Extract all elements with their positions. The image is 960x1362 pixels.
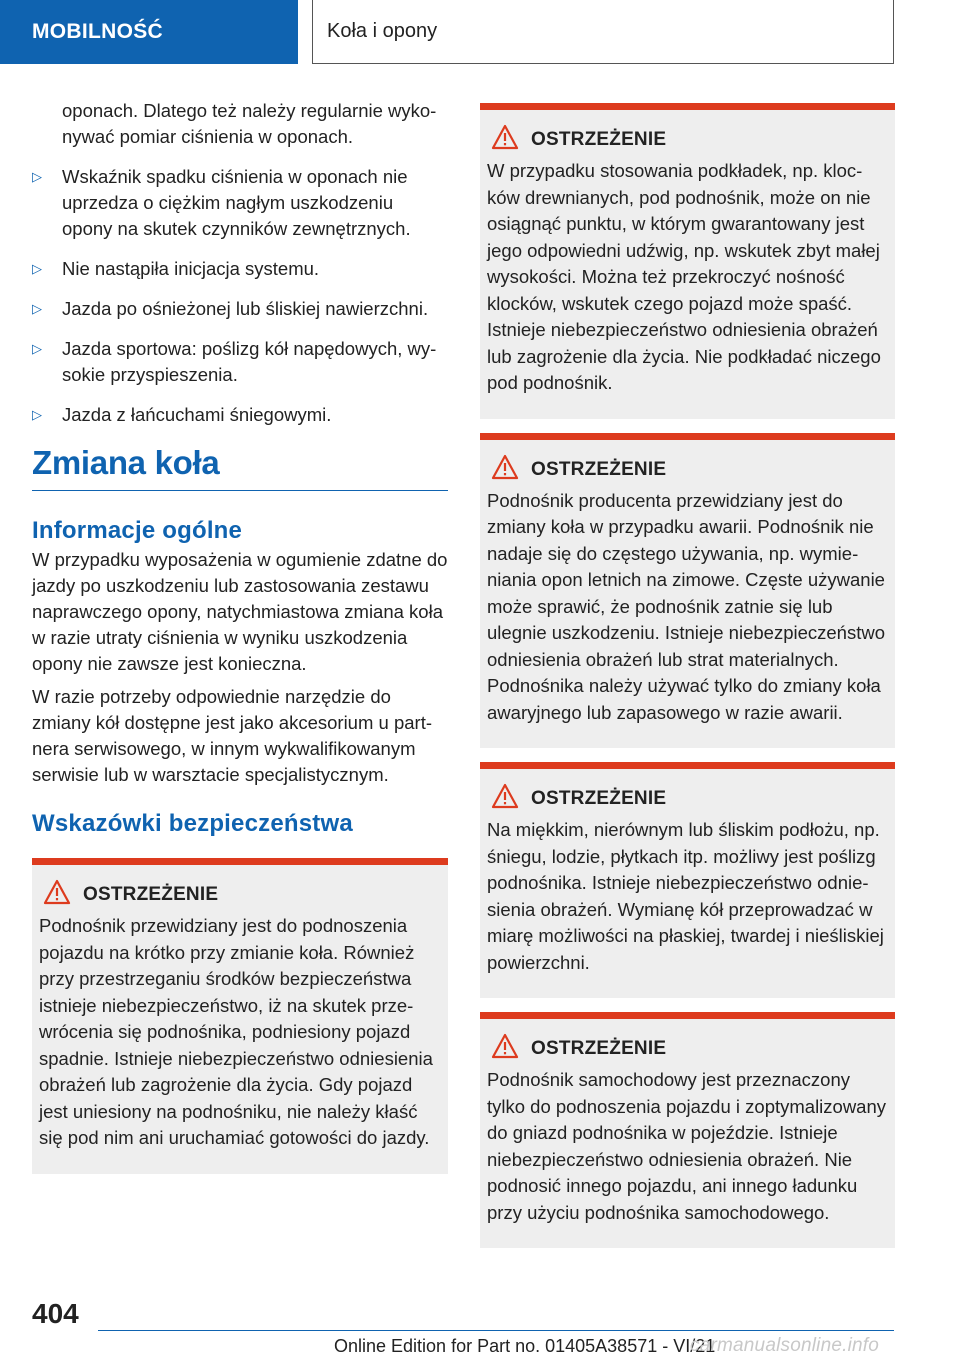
general-paragraph-1: W przypadku wyposażenia w ogumienie zdatne do jazdy po uszkodzeniu lub zastosowania zestawu naprawczego opony, natychmiastowa zmiana koła w razie utraty ciśnienia w wyniku uszkodzenia opony nie zawsze jest konieczna. — [32, 549, 448, 674]
bullet-triangle-icon: ▷ — [32, 341, 42, 356]
right-column — [480, 103, 895, 1248]
list-item-text: Jazda sportowa: poślizg kół napędowych, wysokie przyspieszenia. — [62, 338, 437, 385]
left-column — [32, 98, 448, 1174]
list-item — [32, 336, 448, 388]
general-paragraph-2: W razie potrzeby odpowiednie narzędzie do zmiany kół dostępne jest jako akcesorium u partnera serwisowego, w innym wykwalifikowanym serwisie lub w warsztacie specjalistycznym. — [32, 686, 433, 785]
warning-text: Podnośnik producenta przewidziany jest do zmiany koła w przypadku awarii. Podnośnik nie nadaje się do częstego używania, np. wymieniania opon letnich na zimowe. Częste używanie może sprawić, że podnośnik zatnie się lub ulegnie uszkodzeniu. Istnieje niebezpieczeństwo odniesienia obrażeń lub strat materialnych. Podnośnika należy używać tylko do zmiany koła awaryjnego lub zapasowego w razie awarii. — [487, 489, 886, 723]
list-item — [32, 256, 448, 282]
header-chapter-box — [312, 0, 894, 64]
list-item-text: Jazda z łańcuchami śniegowymi. — [62, 404, 332, 425]
warning-text: W przypadku stosowania podkładek, np. klocków drewnianych, pod podnośnik, może on nie osiągnąć punktu, w którym gwarantowany jest jego odpowiedni udźwig, np. wskutek zbyt małej wysokości. Można też przekroczyć nośność klocków, wskutek czego pojazd może spaść. Istnieje niebezpieczeństwo odniesienia obrażeń lub zagrożenie dla życia. Nie podkładać niczego pod podnośnik. — [487, 160, 881, 393]
page-number: 404 — [32, 1298, 79, 1329]
warning-triangle-icon — [491, 1033, 521, 1065]
warning-box — [480, 103, 895, 419]
footer-edition: Online Edition for Part no. 01405A38571 - VI/21 — [334, 1336, 716, 1356]
section-heading-wheel-change: Zmiana koła — [32, 444, 448, 491]
warning-title-label: OSTRZEŻENIE — [83, 884, 219, 905]
warning-title-label: OSTRZEŻENIE — [531, 129, 667, 150]
watermark: carmanualsonline.info — [690, 1335, 880, 1356]
list-item-text: Wskaźnik spadku ciśnienia w oponach nie uprzedza o ciężkim nagłym uszkodzeniu opony na skutek czynników zewnętrznych. — [62, 166, 411, 239]
subheading-general-info: Informacje ogólne — [32, 517, 243, 544]
bullet-triangle-icon: ▷ — [32, 301, 42, 316]
warning-title — [487, 456, 887, 484]
warning-title-label: OSTRZEŻENIE — [531, 788, 667, 809]
header-section-tab[interactable] — [0, 0, 298, 64]
bullet-triangle-icon: ▷ — [32, 169, 42, 184]
warning-triangle-icon — [491, 783, 521, 815]
warning-text: Na miękkim, nierównym lub śliskim podłożu, np. śniegu, lodzie, płytkach itp. możliwy jest poślizg podnośnika. Istnieje niebezpieczeństwo odniesienia obrażeń. Wymianę kół przeprowadzać w miarę możliwości na płaskiej, twardej i nieśliskiej powierzchni. — [487, 819, 884, 973]
warning-title — [39, 881, 440, 909]
warning-title — [487, 126, 887, 154]
header-chapter-label: Koła i opony — [327, 20, 438, 42]
list-item-text: Jazda po ośnieżonej lub śliskiej nawierzchni. — [62, 298, 429, 319]
warning-triangle-icon — [491, 124, 521, 156]
warning-box — [480, 1012, 895, 1248]
subheading-safety-notes: Wskazówki bezpieczeństwa — [32, 810, 353, 837]
warning-title — [487, 1035, 887, 1063]
warning-title-label: OSTRZEŻENIE — [531, 458, 667, 480]
list-item — [32, 164, 448, 242]
list-item — [32, 402, 448, 428]
warning-box — [32, 858, 448, 1174]
header-section-label: MOBILNOŚĆ — [32, 20, 164, 43]
footer-divider — [98, 1330, 894, 1331]
warning-title — [487, 785, 887, 813]
warning-triangle-icon — [491, 454, 521, 486]
warning-text: Podnośnik przewidziany jest do podnoszenia pojazdu na krótko przy zmianie koła. Również przy przestrzeganiu środków bezpieczeństwa istnieje niebezpieczeństwo, iż na skutek przewrócenia się podnośnika, podniesiony pojazd spadnie. Istnieje niebezpieczeństwo odniesienia obrażeń lub zagrożenie dla życia. Gdy pojazd jest uniesiony na podnośniku, nie należy kłaść się pod nim ani uruchamiać gotowości do jazdy. — [39, 915, 433, 1148]
intro-continuation: oponach. Dlatego też należy regularnie wykonywać pomiar ciśnienia w oponach. — [62, 100, 437, 147]
warning-box — [480, 433, 895, 749]
bullet-triangle-icon: ▷ — [32, 407, 42, 422]
warning-triangle-icon — [43, 879, 73, 911]
warning-title-label: OSTRZEŻENIE — [531, 1038, 667, 1059]
warning-box — [480, 762, 895, 998]
list-item-text: Nie nastąpiła inicjacja systemu. — [62, 258, 320, 279]
list-item — [32, 296, 448, 322]
bullet-triangle-icon: ▷ — [32, 261, 42, 276]
warning-text: Podnośnik samochodowy jest przeznaczony tylko do podnoszenia pojazdu i zoptymalizowany do gniazd podnośnika w pojeździe. Istnieje niebezpieczeństwo odniesienia obrażeń. Nie podnosić innego pojazdu, ani innego ładunku przy użyciu podnośnika samochodowego. — [487, 1069, 887, 1223]
